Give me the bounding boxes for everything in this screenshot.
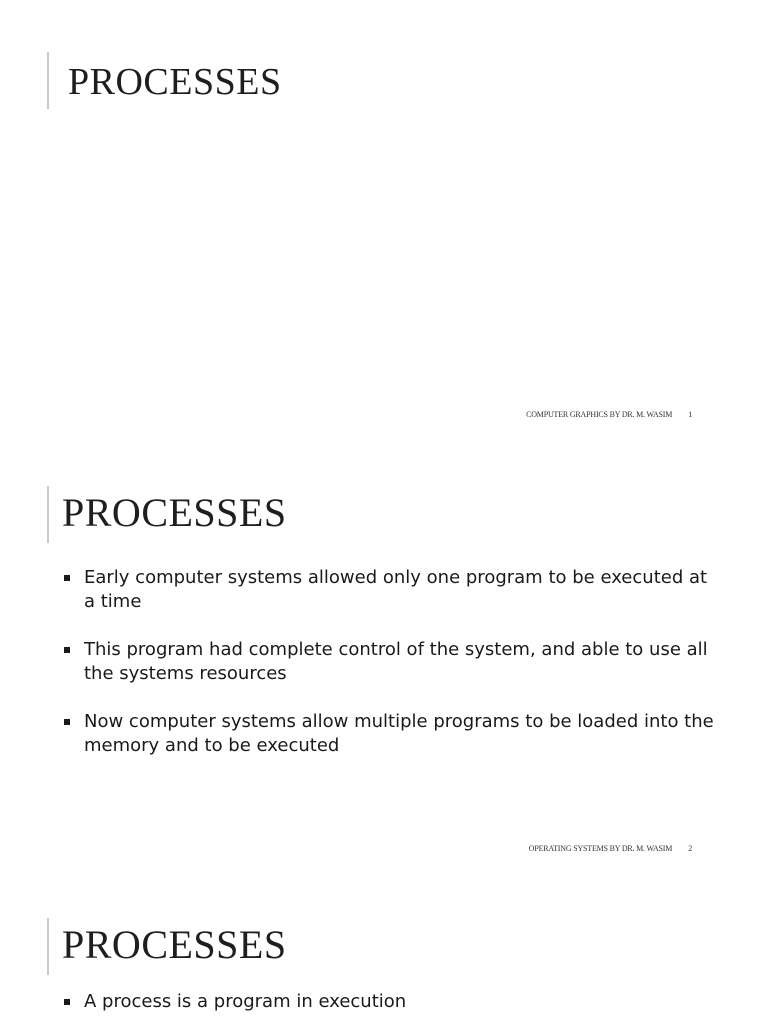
slide-2 [0,434,768,866]
square-bullet-icon [64,575,70,581]
footer-text: OPERATING SYSTEMS BY DR. M. WASIM [528,844,673,853]
title-accent-bar [47,486,49,543]
slide-3 [0,868,768,1024]
bullet-text: This program had complete control of the system, and able to use all the systems resources [84,639,708,684]
slide-footer [529,844,692,853]
list-item [64,566,714,614]
slide-title: PROCESSES [62,922,287,967]
bullet-list [64,990,714,1024]
bullet-list [64,566,714,782]
list-item [64,638,714,686]
square-bullet-icon [64,999,70,1005]
page-number: 1 [688,410,692,419]
slide-footer [526,410,692,419]
title-accent-bar [47,52,49,109]
title-accent-bar [47,918,49,975]
slide-1 [0,0,768,432]
slide-title: PROCESSES [62,490,287,535]
bullet-text: A process is a program in execution [84,991,407,1012]
square-bullet-icon [64,647,70,653]
list-item [64,990,714,1014]
bullet-text: Now computer systems allow multiple programs to be loaded into the memory and to be executed [84,711,714,756]
footer-text: COMPUTER GRAPHICS BY DR. M. WASIM [526,410,673,419]
page-number: 2 [688,844,692,853]
bullet-text: Early computer systems allowed only one program to be executed at a time [84,567,708,612]
slide-title: PROCESSES [68,61,282,103]
square-bullet-icon [64,719,70,725]
list-item [64,710,714,758]
